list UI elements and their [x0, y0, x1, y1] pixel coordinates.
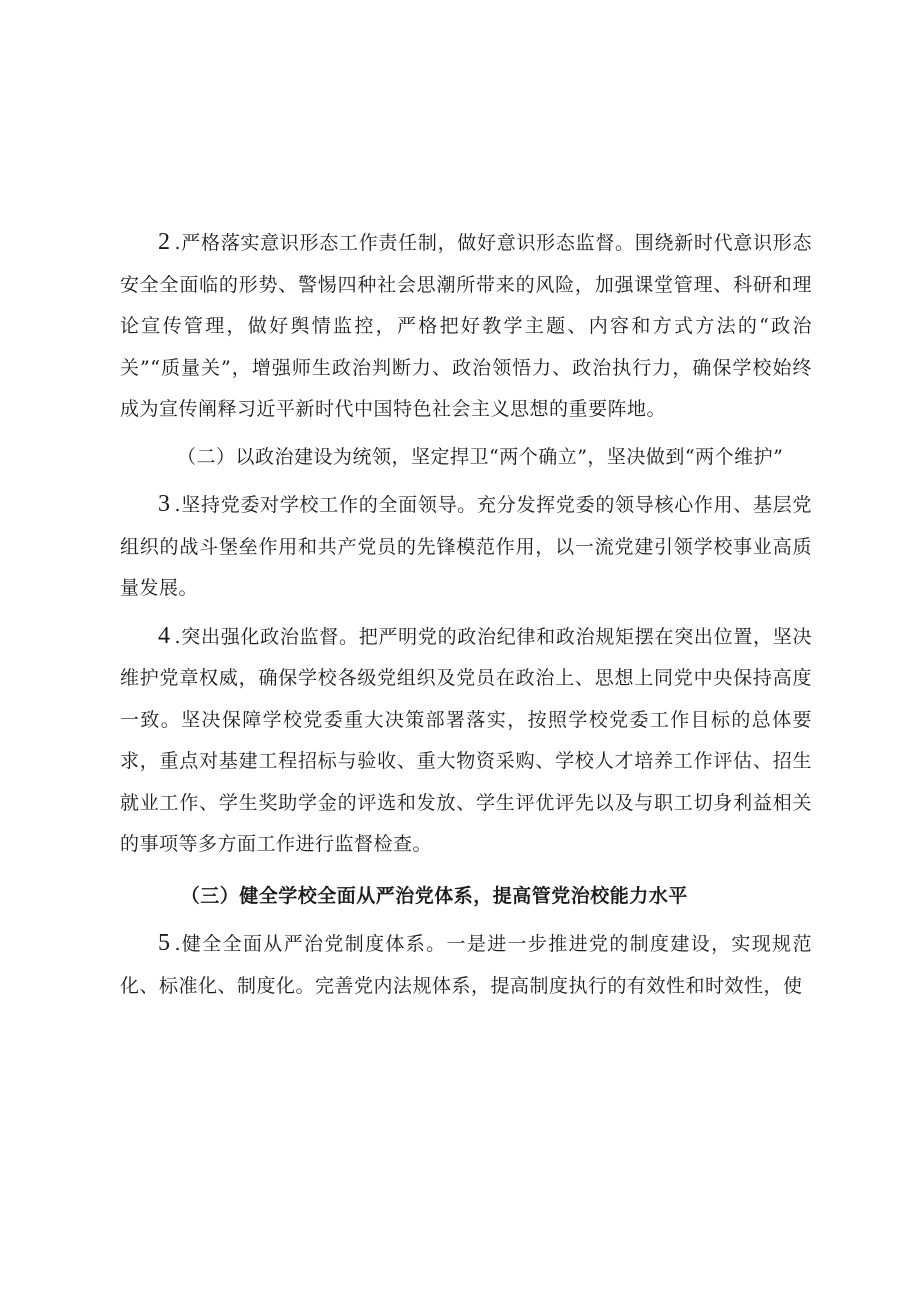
- paragraph-item-3: [120, 484, 812, 610]
- section-heading-3: （三）健全学校全面从严治党体系，提高管党治校能力水平: [180, 884, 688, 907]
- paragraph-item-5: [120, 923, 812, 1007]
- paragraph-text: .健全全面从严治党制度体系。一是进一步推进党的制度建设，实现规范化、标准化、制度化。完善党内法规体系，提高制度执行的有效性和时效性，使: [120, 933, 812, 997]
- item-number: 4: [158, 622, 171, 649]
- document-body: [120, 222, 812, 1007]
- item-number: 2: [158, 229, 171, 255]
- paragraph-text: .突出强化政治监督。把严明党的政治纪律和政治规矩摆在突出位置，坚决维护党章权威，确保学校各级党组织及党员在政治上、思想上同党中央保持高度一致。坚决保障学校党委重大决策部署落实，按照学校党委工作目标的总体要求，重点对基建工程招标与验收、重大物资采购、学校人才培养工作评估、招生就业工作、学生奖助学金的评选和发放、学生评优评先以及与职工切身利益相关的事项等多方面工作进行监督检查。: [120, 625, 812, 855]
- section-heading-2: （二）以政治建设为统领，坚定捍卫“两个确立”，坚决做到“两个维护”: [177, 445, 784, 468]
- paragraph-text: .严格落实意识形态工作责任制，做好意识形态监督。围绕新时代意识形态安全全面临的形势、警惕四种社会思潮所带来的风险，加强课堂管理、科研和理论宣传管理，做好舆情监控，严格把好教学主题、内容和方式方法的“政治关”“质量关”，增强师生政治判断力、政治领悟力、政治执行力，确保学校始终成为宣传阐释习近平新时代中国特色社会主义思想的重要阵地。: [120, 232, 812, 420]
- item-number: 3: [158, 491, 171, 517]
- paragraph-item-4: [120, 616, 812, 866]
- paragraph-text: .坚持党委对学校工作的全面领导。充分发挥党委的领导核心作用、基层党组织的战斗堡垒作用和共产党员的先锋模范作用，以一流党建引领学校事业高质量发展。: [120, 494, 812, 599]
- paragraph-item-2: [120, 222, 812, 431]
- item-number: 5: [158, 930, 171, 956]
